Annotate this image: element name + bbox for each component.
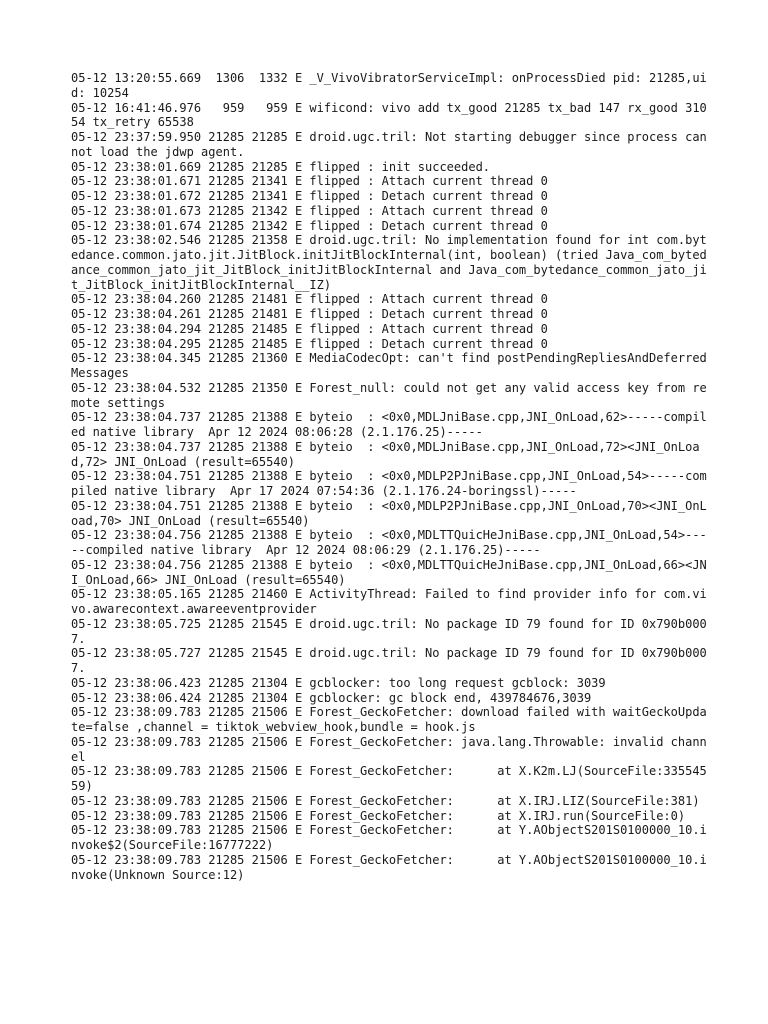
log-line: 05-12 23:38:04.756 21285 21388 E byteio : <0x0,MDLTTQuicHeJniBase.cpp,JNI_OnLoad,66><JNI_OnLoad,66> JNI_OnLoad (result=65540) — [71, 557, 707, 587]
log-line: 05-12 23:38:01.673 21285 21342 E flipped : Attach current thread 0 — [71, 203, 548, 218]
log-line: 05-12 23:38:09.783 21285 21506 E Forest_GeckoFetcher: at X.IRJ.LIZ(SourceFile:381) — [71, 793, 700, 808]
log-line: 05-12 23:38:01.674 21285 21342 E flipped : Detach current thread 0 — [71, 218, 548, 233]
log-line: 05-12 16:41:46.976 959 959 E wificond: vivo add tx_good 21285 tx_bad 147 rx_good 31054 tx_retry 65538 — [71, 100, 707, 130]
log-line: 05-12 23:38:05.727 21285 21545 E droid.ugc.tril: No package ID 79 found for ID 0x790b0007. — [71, 646, 707, 675]
log-line: 05-12 23:38:02.546 21285 21358 E droid.ugc.tril: No implementation found for int com.bytedance.common.jato.jit.JitBlock.initJitBlockInternal(int, boolean) (tried Java_com_bytedance_common_jato_jit_JitBlock_initJitBlockInternal and Java_com_bytedance_common_jato_jit_JitBlock_initJitBlockInternal__IZ) — [71, 233, 707, 292]
log-line: 05-12 23:38:05.165 21285 21460 E ActivityThread: Failed to find provider info for com.vivo.awarecontext.awareeventprovider — [71, 587, 707, 616]
log-line: 05-12 23:38:06.423 21285 21304 E gcblocker: too long request gcblock: 3039 — [71, 675, 606, 690]
log-line: 05-12 23:37:59.950 21285 21285 E droid.ugc.tril: Not starting debugger since process cannot load the jdwp agent. — [71, 130, 707, 159]
log-line: 05-12 23:38:04.756 21285 21388 E byteio : <0x0,MDLTTQuicHeJniBase.cpp,JNI_OnLoad,54>-----compiled native library Apr 12 2024 08:06:29 (2.1.176.25)----- — [71, 528, 707, 557]
log-line: 05-12 23:38:04.260 21285 21481 E flipped : Attach current thread 0 — [71, 292, 548, 307]
log-line: 05-12 23:38:04.261 21285 21481 E flipped : Detach current thread 0 — [71, 307, 548, 321]
log-line: 05-12 23:38:04.345 21285 21360 E MediaCodecOpt: can't find postPendingRepliesAndDeferredMessages — [71, 351, 707, 380]
log-text-block — [71, 71, 711, 882]
log-line: 05-12 23:38:06.424 21285 21304 E gcblocker: gc block end, 439784676,3039 — [71, 690, 592, 705]
log-line: 05-12 23:38:09.783 21285 21506 E Forest_GeckoFetcher: at Y.AObjectS201S0100000_10.invoke(Unknown Source:12) — [71, 852, 707, 882]
log-line: 05-12 23:38:09.783 21285 21506 E Forest_GeckoFetcher: at Y.AObjectS201S0100000_10.invoke$2(SourceFile:16777222) — [71, 823, 707, 852]
log-line: 05-12 23:38:09.783 21285 21506 E Forest_GeckoFetcher: download failed with waitGeckoUpdate=false ,channel = tiktok_webview_hook,bundle = hook.js — [71, 705, 707, 734]
log-line: 05-12 23:38:04.532 21285 21350 E Forest_null: could not get any valid access key from remote settings — [71, 380, 707, 410]
log-line: 05-12 23:38:01.669 21285 21285 E flipped : init succeeded. — [71, 159, 491, 174]
log-line: 05-12 13:20:55.669 1306 1332 E _V_VivoVibratorServiceImpl: onProcessDied pid: 21285,uid: 10254 — [71, 71, 707, 100]
log-line: 05-12 23:38:04.751 21285 21388 E byteio : <0x0,MDLP2PJniBase.cpp,JNI_OnLoad,54>-----compiled native library Apr 17 2024 07:54:36 (2.1.176.24-boringssl)----- — [71, 469, 707, 498]
log-line: 05-12 23:38:01.671 21285 21341 E flipped : Attach current thread 0 — [71, 174, 548, 189]
log-line: 05-12 23:38:04.737 21285 21388 E byteio : <0x0,MDLJniBase.cpp,JNI_OnLoad,62>-----compiled native library Apr 12 2024 08:06:28 (2.1.176.25)----- — [71, 410, 707, 439]
log-line: 05-12 23:38:09.783 21285 21506 E Forest_GeckoFetcher: at X.IRJ.run(SourceFile:0) — [71, 808, 686, 823]
log-line: 05-12 23:38:05.725 21285 21545 E droid.ugc.tril: No package ID 79 found for ID 0x790b0007. — [71, 616, 707, 646]
log-line: 05-12 23:38:04.294 21285 21485 E flipped : Attach current thread 0 — [71, 321, 548, 336]
log-line: 05-12 23:38:04.737 21285 21388 E byteio : <0x0,MDLJniBase.cpp,JNI_OnLoad,72><JNI_OnLoad,72> JNI_OnLoad (result=65540) — [71, 439, 700, 469]
log-line: 05-12 23:38:04.751 21285 21388 E byteio : <0x0,MDLP2PJniBase.cpp,JNI_OnLoad,70><JNI_OnLoad,70> JNI_OnLoad (result=65540) — [71, 498, 707, 528]
log-line: 05-12 23:38:09.783 21285 21506 E Forest_GeckoFetcher: java.lang.Throwable: invalid channel — [71, 734, 707, 764]
log-line: 05-12 23:38:01.672 21285 21341 E flipped : Detach current thread 0 — [71, 189, 548, 203]
log-line: 05-12 23:38:04.295 21285 21485 E flipped : Detach current thread 0 — [71, 336, 548, 351]
log-line: 05-12 23:38:09.783 21285 21506 E Forest_GeckoFetcher: at X.K2m.LJ(SourceFile:33554559) — [71, 764, 707, 793]
